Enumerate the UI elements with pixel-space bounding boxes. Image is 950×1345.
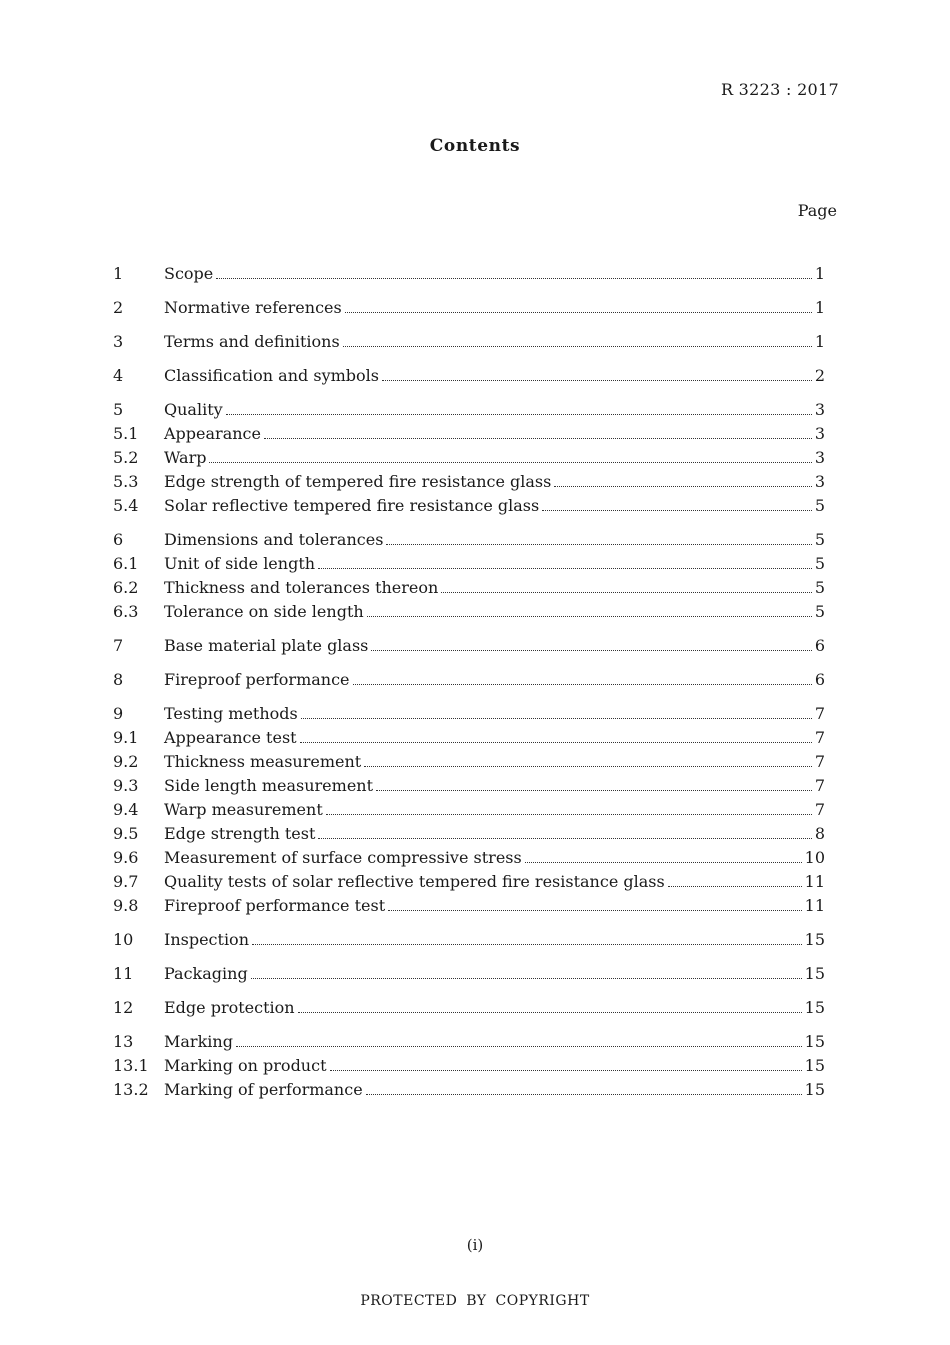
toc-dot-leader: [298, 1012, 802, 1013]
page-column-heading: Page: [797, 201, 837, 220]
copyright-notice: PROTECTED BY COPYRIGHT: [360, 1293, 590, 1309]
toc-dot-leader: [251, 978, 802, 979]
toc-dot-leader: [371, 650, 811, 651]
toc-entry-number: 6.2: [113, 578, 139, 597]
toc-entry[interactable]: [113, 822, 825, 846]
toc-dot-leader: [318, 568, 812, 569]
toc-entry-title: Quality tests of solar reflective tempered fire resistance glass: [164, 872, 665, 891]
toc-entry-page: 3: [814, 400, 825, 419]
toc-entry-title: Base material plate glass: [164, 636, 369, 655]
table-of-contents: [113, 262, 825, 1102]
toc-dot-leader: [209, 462, 811, 463]
toc-dot-leader: [386, 544, 811, 545]
toc-entry[interactable]: [113, 798, 825, 822]
toc-entry-number: 5.2: [113, 448, 139, 467]
toc-entry-page: 5: [814, 554, 825, 573]
toc-entry[interactable]: [113, 1078, 825, 1102]
toc-entry-title: Thickness measurement: [164, 752, 362, 771]
toc-entry-page: 2: [814, 366, 825, 385]
toc-entry-number: 10: [113, 930, 134, 949]
toc-entry-title: Inspection: [164, 930, 249, 949]
toc-entry-page: 3: [814, 448, 825, 467]
toc-dot-leader: [226, 414, 812, 415]
toc-entry-number: 9.4: [113, 800, 139, 819]
toc-entry-number: 3: [113, 332, 124, 351]
toc-entry-number: 5.1: [113, 424, 139, 443]
toc-entry-page: 5: [814, 602, 825, 621]
toc-dot-leader: [382, 380, 812, 381]
toc-dot-leader: [364, 766, 812, 767]
toc-dot-leader: [525, 862, 802, 863]
toc-entry-title: Appearance test: [164, 728, 297, 747]
toc-entry-page: 7: [814, 704, 825, 723]
toc-entry-number: 9.1: [113, 728, 139, 747]
toc-entry-number: 5.3: [113, 472, 139, 491]
toc-entry-title: Appearance: [164, 424, 261, 443]
toc-entry-page: 15: [804, 1056, 825, 1075]
toc-entry-title: Scope: [164, 264, 214, 283]
toc-entry[interactable]: [113, 446, 825, 470]
toc-entry-page: 15: [804, 964, 825, 983]
toc-entry-title: Marking on product: [164, 1056, 327, 1075]
toc-dot-leader: [343, 346, 812, 347]
toc-dot-leader: [376, 790, 812, 791]
toc-entry[interactable]: [113, 962, 825, 986]
toc-entry-number: 9.6: [113, 848, 139, 867]
toc-dot-leader: [353, 684, 812, 685]
toc-entry-title: Solar reflective tempered fire resistance glass: [164, 496, 540, 515]
toc-entry-title: Normative references: [164, 298, 342, 317]
toc-entry-page: 7: [814, 728, 825, 747]
toc-entry-page: 1: [814, 332, 825, 351]
toc-entry[interactable]: [113, 576, 825, 600]
toc-dot-leader: [301, 718, 812, 719]
toc-entry-title: Side length measurement: [164, 776, 374, 795]
toc-entry-number: 9.8: [113, 896, 139, 915]
toc-dot-leader: [668, 886, 802, 887]
toc-entry-page: 10: [804, 848, 825, 867]
toc-entry-number: 7: [113, 636, 124, 655]
toc-entry[interactable]: [113, 774, 825, 798]
toc-dot-leader: [236, 1046, 802, 1047]
toc-entry-number: 8: [113, 670, 124, 689]
toc-entry[interactable]: [113, 668, 825, 692]
toc-entry-title: Tolerance on side length: [164, 602, 364, 621]
toc-entry-title: Edge protection: [164, 998, 295, 1017]
toc-entry-number: 6.1: [113, 554, 139, 573]
toc-entry-title: Marking of performance: [164, 1080, 363, 1099]
toc-dot-leader: [216, 278, 812, 279]
toc-dot-leader: [252, 944, 802, 945]
toc-entry-page: 7: [814, 776, 825, 795]
toc-entry-page: 7: [814, 752, 825, 771]
toc-entry-number: 12: [113, 998, 134, 1017]
toc-dot-leader: [330, 1070, 802, 1071]
toc-entry[interactable]: [113, 894, 825, 918]
toc-entry-number: 9.3: [113, 776, 139, 795]
toc-entry-number: 1: [113, 264, 124, 283]
toc-dot-leader: [367, 616, 812, 617]
toc-entry-number: 13.1: [113, 1056, 149, 1075]
toc-entry[interactable]: [113, 528, 825, 552]
standard-number: R 3223 : 2017: [720, 80, 839, 99]
toc-entry[interactable]: [113, 750, 825, 774]
toc-dot-leader: [441, 592, 811, 593]
toc-entry[interactable]: [113, 600, 825, 624]
toc-entry-title: Warp measurement: [164, 800, 323, 819]
toc-entry[interactable]: [113, 494, 825, 518]
toc-entry-page: 15: [804, 998, 825, 1017]
toc-entry-title: Marking: [164, 1032, 233, 1051]
toc-entry[interactable]: [113, 996, 825, 1020]
toc-entry-title: Fireproof performance test: [164, 896, 386, 915]
toc-entry[interactable]: [113, 296, 825, 320]
toc-entry-number: 13.2: [113, 1080, 149, 1099]
toc-dot-leader: [264, 438, 812, 439]
toc-dot-leader: [345, 312, 812, 313]
toc-entry[interactable]: [113, 552, 825, 576]
toc-entry-title: Warp: [164, 448, 207, 467]
toc-entry-title: Unit of side length: [164, 554, 316, 573]
toc-dot-leader: [318, 838, 811, 839]
toc-entry-title: Dimensions and tolerances: [164, 530, 384, 549]
toc-entry-page: 5: [814, 496, 825, 515]
toc-entry-page: 6: [814, 670, 825, 689]
toc-entry-number: 4: [113, 366, 124, 385]
toc-entry[interactable]: [113, 422, 825, 446]
toc-entry-title: Classification and symbols: [164, 366, 379, 385]
toc-dot-leader: [366, 1094, 802, 1095]
toc-entry-number: 11: [113, 964, 134, 983]
page-folio: (i): [466, 1236, 484, 1254]
toc-entry[interactable]: [113, 364, 825, 388]
toc-dot-leader: [300, 742, 812, 743]
toc-entry-title: Quality: [164, 400, 223, 419]
toc-entry-number: 9.7: [113, 872, 139, 891]
toc-entry-page: 7: [814, 800, 825, 819]
toc-entry-page: 8: [814, 824, 825, 843]
toc-entry-number: 9.5: [113, 824, 139, 843]
toc-entry-title: Measurement of surface compressive stress: [164, 848, 522, 867]
toc-entry-number: 9.2: [113, 752, 139, 771]
toc-entry-number: 5.4: [113, 496, 139, 515]
toc-entry[interactable]: [113, 330, 825, 354]
toc-entry-title: Testing methods: [164, 704, 298, 723]
toc-entry[interactable]: [113, 1030, 825, 1054]
toc-dot-leader: [388, 910, 802, 911]
toc-entry-number: 13: [113, 1032, 134, 1051]
toc-entry-title: Edge strength test: [164, 824, 316, 843]
toc-entry-title: Edge strength of tempered fire resistance glass: [164, 472, 552, 491]
toc-entry[interactable]: [113, 262, 825, 286]
toc-entry-page: 1: [814, 264, 825, 283]
toc-entry-number: 6: [113, 530, 124, 549]
toc-entry-page: 3: [814, 472, 825, 491]
toc-entry-page: 15: [804, 1080, 825, 1099]
toc-entry-number: 9: [113, 704, 124, 723]
toc-entry-page: 5: [814, 578, 825, 597]
page-title: Contents: [429, 136, 521, 156]
toc-entry-title: Thickness and tolerances thereon: [164, 578, 439, 597]
toc-entry-page: 15: [804, 1032, 825, 1051]
toc-entry[interactable]: [113, 634, 825, 658]
toc-entry[interactable]: [113, 870, 825, 894]
toc-dot-leader: [542, 510, 812, 511]
toc-entry-title: Terms and definitions: [164, 332, 340, 351]
toc-entry-page: 6: [814, 636, 825, 655]
toc-entry[interactable]: [113, 846, 825, 870]
toc-entry-page: 5: [814, 530, 825, 549]
toc-entry[interactable]: [113, 1054, 825, 1078]
toc-entry[interactable]: [113, 726, 825, 750]
toc-dot-leader: [326, 814, 812, 815]
toc-entry-page: 1: [814, 298, 825, 317]
toc-entry[interactable]: [113, 470, 825, 494]
toc-entry[interactable]: [113, 928, 825, 952]
toc-entry-number: 5: [113, 400, 124, 419]
toc-entry[interactable]: [113, 702, 825, 726]
toc-entry-number: 2: [113, 298, 124, 317]
toc-entry-page: 11: [804, 872, 825, 891]
toc-entry-page: 11: [804, 896, 825, 915]
toc-dot-leader: [554, 486, 811, 487]
toc-entry-title: Fireproof performance: [164, 670, 350, 689]
toc-entry-title: Packaging: [164, 964, 248, 983]
toc-entry-page: 15: [804, 930, 825, 949]
toc-entry-number: 6.3: [113, 602, 139, 621]
toc-entry-page: 3: [814, 424, 825, 443]
toc-entry[interactable]: [113, 398, 825, 422]
